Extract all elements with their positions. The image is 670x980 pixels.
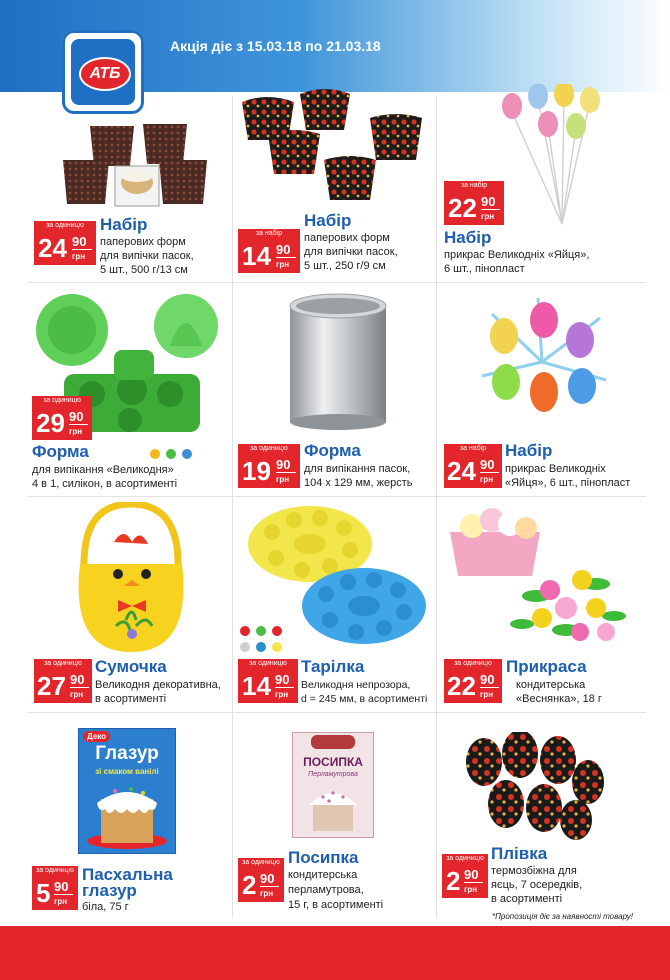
price-currency: грн [275, 690, 289, 699]
product-desc: d = 245 мм, в асортименті [301, 693, 428, 705]
product-name: Плівка [491, 844, 548, 863]
price-cents: 90 [276, 457, 291, 472]
atb-logo[interactable] [62, 30, 144, 114]
product-name: Набір [304, 211, 352, 230]
product-desc: 104 х 129 мм, жерсть [304, 477, 413, 489]
price-tag-label: за одиницю [238, 444, 300, 454]
price-tag-label: за одиницю [32, 866, 78, 876]
product-desc: в асортименті [95, 693, 167, 705]
price-box [32, 876, 78, 910]
price-cents: 90 [480, 672, 495, 687]
price-currency: грн [72, 252, 86, 261]
sprinkle-subtitle: Перламутрова [308, 771, 358, 778]
color-dot-blue [256, 642, 266, 652]
logo-text: АТБ [79, 57, 131, 91]
product-desc: перламутрова, [288, 884, 364, 896]
product-desc: 5 шт., 250 г/9 см [304, 260, 386, 272]
price-integer: 14 [242, 241, 271, 271]
sprinkle-package [292, 732, 374, 838]
painted-forms-image [240, 88, 430, 208]
product-desc: «Яйця», 6 шт., пінопласт [505, 477, 631, 489]
product-desc: для випічки пасок, [304, 246, 398, 258]
product-name: Пасхальна [82, 865, 173, 884]
product-desc: яєць, 7 осередків, [491, 879, 583, 891]
product-name: Форма [304, 441, 361, 460]
price-currency: грн [480, 475, 494, 484]
price-integer: 27 [37, 671, 66, 701]
price-tag-label: за одиницю [32, 396, 92, 406]
glaze-subtitle: зі смаком ванілі [95, 767, 159, 776]
price-currency: грн [276, 475, 290, 484]
product-desc: біла, 75 г [82, 901, 129, 913]
product-name: Тарілка [301, 657, 365, 676]
product-desc: в асортименті [491, 893, 563, 905]
product-name: Набір [444, 228, 492, 247]
product-desc: паперових форм [100, 236, 186, 248]
price-tag-label: за одиницю [34, 221, 96, 231]
price-tag-label: за одиницю [442, 854, 488, 864]
glaze-package [78, 728, 176, 854]
price-integer: 19 [242, 456, 271, 486]
product-desc: прикрас Великодніх «Яйця», [444, 249, 590, 261]
divider [28, 282, 646, 283]
price-integer: 14 [242, 671, 271, 701]
sprinkle-title: ПОСИПКА [303, 755, 363, 769]
divider [28, 496, 646, 497]
price-cents: 90 [481, 194, 496, 209]
product-name: Сумочка [95, 657, 167, 676]
promo-dates: Акція діє з 15.03.18 по 21.03.18 [170, 38, 381, 54]
sugar-flowers-image [446, 504, 632, 650]
egg-garland-image [462, 290, 622, 440]
price-tag-label: за набір [444, 444, 502, 454]
price-cents: 90 [480, 457, 495, 472]
price-box [444, 454, 502, 488]
divider [436, 96, 437, 918]
product-desc: для випікання пасок, [304, 463, 411, 475]
price-cents: 90 [260, 871, 275, 886]
price-cents: 90 [72, 234, 87, 249]
egg-sticks-image [490, 84, 620, 234]
product-name: Прикраса [506, 657, 587, 676]
product-name: Посипка [288, 848, 359, 867]
price-integer: 2 [242, 870, 257, 900]
product-desc: для випікання «Великодня» [32, 464, 174, 476]
product-desc: паперових форм [304, 232, 390, 244]
price-cents: 90 [54, 879, 69, 894]
product-desc: 6 шт., пінопласт [444, 263, 525, 275]
product-name: Набір [100, 215, 148, 234]
price-tag-label: за одиницю [444, 659, 502, 669]
price-tag-label: за набір [444, 181, 504, 191]
price-currency: грн [69, 427, 83, 436]
price-tag-label: за одиницю [34, 659, 92, 669]
price-box [238, 868, 284, 902]
price-cents: 90 [464, 867, 479, 882]
price-integer: 22 [448, 193, 477, 223]
color-dot-blue [182, 449, 192, 459]
price-currency: грн [480, 690, 494, 699]
footer-bar [0, 926, 670, 980]
price-currency: грн [54, 897, 68, 906]
color-dot-white [240, 642, 250, 652]
price-tag-label: за одиницю [238, 659, 298, 669]
price-box [34, 669, 92, 703]
color-dot-yellow [272, 642, 282, 652]
price-currency: грн [276, 260, 290, 269]
product-name-line2: глазур [82, 881, 137, 900]
price-box [238, 669, 298, 703]
price-integer: 2 [446, 866, 461, 896]
product-desc: прикрас Великодніх [505, 463, 606, 475]
paper-forms-image [55, 118, 215, 210]
footnote: *Пропозиція діє за наявності товару! [492, 912, 633, 921]
price-cents: 90 [276, 242, 291, 257]
color-dot-yellow [150, 449, 160, 459]
product-desc: термозбіжна для [491, 865, 577, 877]
color-dot-green [166, 449, 176, 459]
chick-bag-image [66, 502, 196, 654]
product-name: Набір [505, 441, 553, 460]
color-dot-green [256, 626, 266, 636]
price-currency: грн [464, 885, 478, 894]
price-cents: 90 [275, 672, 290, 687]
price-integer: 24 [447, 456, 476, 486]
color-dot-red [272, 626, 282, 636]
price-box [34, 231, 96, 265]
product-desc: кондитерська [288, 869, 358, 881]
color-dot-red [240, 626, 250, 636]
glaze-brand: Деко [83, 731, 110, 742]
price-currency: грн [260, 889, 274, 898]
product-desc: 5 шт., 500 г/13 см [100, 264, 188, 276]
price-box [444, 669, 502, 703]
price-integer: 24 [38, 233, 67, 263]
price-cents: 90 [69, 409, 84, 424]
product-desc: кондитерська [516, 679, 586, 691]
price-box [442, 864, 488, 898]
product-desc: Великодня непрозора, [301, 679, 411, 691]
product-desc: для випічки пасок, [100, 250, 194, 262]
price-cents: 90 [70, 672, 85, 687]
price-box [238, 239, 300, 273]
product-desc: «Веснянка», 18 г [516, 693, 602, 705]
price-integer: 22 [447, 671, 476, 701]
product-desc: Великодня декоративна, [95, 679, 221, 691]
price-currency: грн [70, 690, 84, 699]
tin-form-image [282, 292, 394, 432]
price-integer: 29 [36, 408, 65, 438]
product-desc: 15 г, в асортименті [288, 899, 384, 911]
price-tag-label: за одиницю [238, 858, 284, 868]
price-box [238, 454, 300, 488]
divider [28, 712, 646, 713]
glaze-title: Глазур [95, 743, 159, 764]
price-tag-label: за набір [238, 229, 300, 239]
divider [232, 96, 233, 918]
price-box [32, 406, 92, 440]
price-box [444, 191, 504, 225]
price-integer: 5 [36, 878, 51, 908]
price-currency: грн [481, 212, 495, 221]
product-name: Форма [32, 442, 89, 461]
product-desc: 4 в 1, силікон, в асортименті [32, 478, 178, 490]
decorated-eggs-image [458, 732, 608, 842]
